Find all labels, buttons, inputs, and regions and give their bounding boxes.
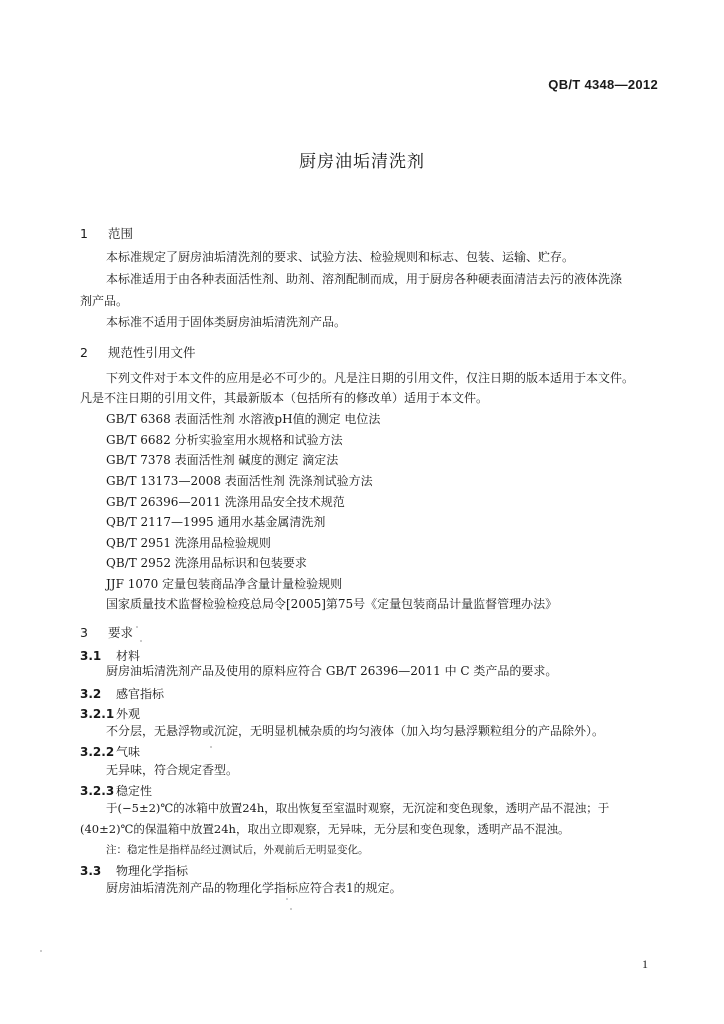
section-number: 1 bbox=[80, 226, 88, 241]
paragraph: 厨房油垢清洗剂产品的物理化学指标应符合表1的规定。 bbox=[106, 881, 402, 895]
subsection-title: 感官指标 bbox=[116, 687, 165, 701]
subsection-3-2-1-heading bbox=[80, 705, 140, 722]
subsection-3-2-heading bbox=[80, 685, 164, 702]
subsection-title: 外观 bbox=[116, 707, 141, 721]
scan-speck bbox=[140, 640, 142, 642]
section-number: 2 bbox=[80, 345, 88, 360]
subsection-number: 3.2 bbox=[80, 687, 102, 701]
paragraph: 剂产品。 bbox=[80, 294, 129, 308]
reference-item: QB/T 2952 洗涤用品标识和包装要求 bbox=[106, 556, 307, 570]
section-number: 3 bbox=[80, 625, 88, 640]
paragraph: 于(−5±2)℃的冰箱中放置24h，取出恢复至室温时观察，无沉淀和变色现象，透明产品不混浊；于 bbox=[106, 801, 610, 815]
reference-item: GB/T 13173—2008 表面活性剂 洗涤剂试验方法 bbox=[106, 474, 373, 488]
reference-item: GB/T 7378 表面活性剂 碱度的测定 滴定法 bbox=[106, 453, 339, 467]
paragraph: 凡是不注日期的引用文件，其最新版本（包括所有的修改单）适用于本文件。 bbox=[80, 391, 489, 405]
subsection-title: 物理化学指标 bbox=[116, 864, 189, 878]
subsection-number: 3.3 bbox=[80, 864, 102, 878]
note: 注：稳定性是指样品经过测试后，外观前后无明显变化。 bbox=[106, 844, 369, 856]
section-title: 范围 bbox=[108, 226, 134, 241]
reference-item: QB/T 2951 洗涤用品检验规则 bbox=[106, 536, 271, 550]
section-1-heading bbox=[80, 224, 133, 242]
scan-speck bbox=[40, 950, 42, 952]
section-title: 要求 bbox=[108, 625, 134, 640]
reference-item: GB/T 26396—2011 洗涤用品安全技术规范 bbox=[106, 495, 345, 509]
page-number: 1 bbox=[642, 957, 648, 971]
reference-item: GB/T 6368 表面活性剂 水溶液pH值的测定 电位法 bbox=[106, 412, 381, 426]
subsection-number: 3.2.3 bbox=[80, 784, 115, 798]
subsection-title: 材料 bbox=[116, 649, 141, 663]
scan-speck bbox=[210, 746, 212, 748]
section-title: 规范性引用文件 bbox=[108, 345, 196, 360]
paragraph: 下列文件对于本文件的应用是必不可少的。凡是注日期的引用文件，仅注日期的版本适用于本文件。 bbox=[106, 371, 635, 385]
reference-item: QB/T 2117—1995 通用水基金属清洗剂 bbox=[106, 515, 326, 529]
paragraph: 本标准适用于由各种表面活性剂、助剂、溶剂配制而成，用于厨房各种硬表面清洁去污的液体洗涤 bbox=[106, 272, 623, 286]
paragraph: 无异味，符合规定香型。 bbox=[106, 763, 239, 777]
reference-item: GB/T 6682 分析实验室用水规格和试验方法 bbox=[106, 433, 343, 447]
reference-item: 国家质量技术监督检验检疫总局令[2005]第75号《定量包装商品计量监督管理办法》 bbox=[106, 597, 558, 611]
paragraph: (40±2)℃的保温箱中放置24h，取出立即观察，无异味，无分层和变色现象，透明产品不混浊。 bbox=[80, 822, 570, 836]
subsection-3-3-heading bbox=[80, 862, 188, 879]
paragraph: 厨房油垢清洗剂产品及使用的原料应符合 GB/T 26396—2011 中 C 类产品的要求。 bbox=[106, 664, 558, 678]
section-2-heading bbox=[80, 343, 196, 361]
subsection-number: 3.2.2 bbox=[80, 745, 115, 759]
subsection-3-2-3-heading bbox=[80, 782, 152, 799]
subsection-title: 稳定性 bbox=[116, 784, 153, 798]
subsection-number: 3.1 bbox=[80, 649, 102, 663]
scan-speck bbox=[286, 898, 288, 900]
reference-item: JJF 1070 定量包装商品净含量计量检验规则 bbox=[106, 577, 343, 591]
subsection-number: 3.2.1 bbox=[80, 707, 115, 721]
standard-code: QB/T 4348—2012 bbox=[548, 77, 658, 92]
scan-speck bbox=[290, 908, 292, 910]
paragraph: 本标准规定了厨房油垢清洗剂的要求、试验方法、检验规则和标志、包装、运输、贮存。 bbox=[106, 250, 575, 264]
paragraph: 不分层，无悬浮物或沉淀，无明显机械杂质的均匀液体（加入均匀悬浮颗粒组分的产品除外）。 bbox=[106, 724, 605, 738]
section-3-heading bbox=[80, 623, 133, 641]
subsection-3-2-2-heading bbox=[80, 743, 140, 760]
scan-speck bbox=[136, 626, 138, 628]
document-title: 厨房油垢清洗剂 bbox=[299, 152, 425, 172]
paragraph: 本标准不适用于固体类厨房油垢清洗剂产品。 bbox=[106, 315, 347, 329]
subsection-title: 气味 bbox=[116, 745, 141, 759]
